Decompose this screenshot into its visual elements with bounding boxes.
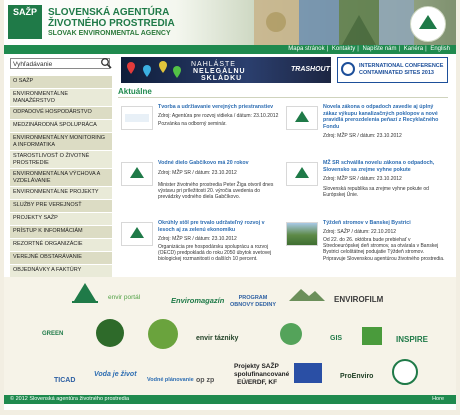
emblem-icon <box>410 6 446 42</box>
topnav-sitemap[interactable]: Mapa stránok <box>288 46 325 52</box>
news-thumbnail[interactable] <box>121 106 153 130</box>
conference-banner[interactable] <box>337 57 448 83</box>
sidebar-nav <box>10 76 112 278</box>
logo-green[interactable]: GREEN <box>42 331 64 337</box>
news-body: Od 22. do 26. októbra bude prebiehať v Stredoeurópskej deň stromov, sa otvárala v Banskej Bystrici celoštátnej podujatie Týždeň stromov. Pripravuje Slovenskou agentúrou životného prostredia. <box>323 237 445 262</box>
conference-logo-icon <box>341 62 355 76</box>
footer-copyright: © 2012 Slovenská agentúra životného prostredia <box>10 396 130 402</box>
sidebar-item-about[interactable]: O SAŽP <box>10 76 112 89</box>
news-body: Organizácia pre hospodársku spoluprácu a rozvoj (OECD) predpokladá do roku 2050 úbytok svetovej biologickej rozmanitosti o dalších 10 percent. <box>158 244 272 263</box>
agency-line2: ŽIVOTNÉHO PROSTREDIA <box>48 18 175 29</box>
banner2-line2: CONTAMINATED SITES 2013 <box>359 70 434 76</box>
logo-text: SAŽP <box>12 7 37 17</box>
logo-gis[interactable]: GIS <box>330 335 343 342</box>
news-title[interactable]: Tvorba a udržiavanie verejných priestranstiev <box>158 104 274 110</box>
sidebar-item-waste[interactable]: ODPADOVÉ HOSPODÁRSTVO <box>10 107 112 120</box>
logo-opzp[interactable]: op zp <box>196 377 215 384</box>
search-icon[interactable] <box>100 57 112 69</box>
news-title[interactable]: Novela zákona o odpadoch zavedie aj úplný zákaz výkupu kanalizačných poklopov a nové pravidlá prerozdelenia peňazí z Recyklačného Fondu <box>323 104 439 130</box>
news-heading: Aktuálne <box>118 87 152 96</box>
news-thumbnail[interactable] <box>121 162 153 186</box>
news-thumbnail[interactable] <box>286 106 318 130</box>
news-meta: Zdroj: MŽP SR / dátum: 23.10.2012 <box>323 176 402 182</box>
news-body: Minister životného prostredia Peter Žiga otvoril dnes výstavu pri príležitosti 20. výročia uvedenia do prevádzky vodného diela Gabčíkovo. <box>158 182 274 201</box>
news-meta: Zdroj: MŽP SR / dátum: 23.10.2012 <box>323 133 402 139</box>
logo-voda[interactable]: Voda je život <box>94 371 137 378</box>
illegal-dump-banner[interactable] <box>121 57 331 83</box>
logo-proenviro[interactable]: ProEnviro <box>340 373 374 380</box>
news-body: Pozvánka na odborný seminár. <box>158 121 227 127</box>
sidebar-item-orders[interactable]: OBJEDNÁVKY A FAKTÚRY <box>10 265 112 278</box>
logo-projekty-2: spolufinancované <box>234 371 290 378</box>
sazp-logo[interactable] <box>8 5 42 39</box>
sidebar-item-procurement[interactable]: VEREJNÉ OBSTARÁVANIE <box>10 252 112 265</box>
news-divider <box>118 97 448 98</box>
sidebar-item-env-management[interactable]: ENVIRONMENTÁLNE MANAŽÉRSTVO <box>10 89 112 107</box>
sidebar-item-sazp-projects[interactable]: PROJEKTY SAŽP <box>10 213 112 226</box>
logo-envirotazniky[interactable]: envir tázniky <box>196 335 239 342</box>
topnav-contacts[interactable]: Kontakty <box>331 46 356 52</box>
footer <box>4 395 456 404</box>
news-title[interactable]: Okrúhly stôl pre trvalo udržateľný rozvoj v lesoch aj za zelenú ekonomiku <box>158 220 265 233</box>
news-title[interactable]: MŽ SR schválila novelu zákona o odpadoch, Slovensko sa zrejme vyhne pokute <box>323 160 435 173</box>
logo-inspire[interactable]: INSPIRE <box>396 335 429 344</box>
logo-envirofilm[interactable]: ENVIROFILM <box>334 295 384 304</box>
topnav-english[interactable]: English <box>430 46 450 52</box>
sidebar-item-education[interactable]: ENVIRONMENTÁLNA VÝCHOVA A VZDELÁVANIE <box>10 169 112 187</box>
news-title[interactable]: Týždeň stromov v Banskej Bystrici <box>323 220 411 226</box>
sidebar-item-international[interactable]: MEDZINÁRODNÁ SPOLUPRÁCA <box>10 120 112 133</box>
mountain-logo-icon[interactable] <box>287 285 327 303</box>
news-title[interactable]: Vodné dielo Gabčíkovo má 20 rokov <box>158 160 249 166</box>
sazp-tree-logo-icon[interactable] <box>70 281 100 305</box>
logo-ticad[interactable]: TICAD <box>54 377 76 384</box>
news-thumbnail[interactable] <box>121 222 153 246</box>
header <box>4 0 456 45</box>
badge-logo-3-icon[interactable] <box>280 323 302 345</box>
logo-vodne[interactable]: Vodné plánovanie <box>147 377 194 383</box>
footer-back-to-top[interactable]: Hore <box>432 396 444 402</box>
logo-projekty-1[interactable]: Projekty SAŽP <box>234 363 279 370</box>
sidebar-item-public-services[interactable]: SLUŽBY PRE VEREJNOSŤ <box>10 200 112 213</box>
sidebar-item-info-access[interactable]: PRÍSTUP K INFORMÁCIÁM <box>10 226 112 239</box>
green-square-logo-icon[interactable] <box>362 327 382 345</box>
header-photo <box>254 0 414 45</box>
agency-name <box>48 7 175 38</box>
page <box>4 0 456 410</box>
logo-enviromagazin[interactable]: Enviromagazín <box>171 296 225 305</box>
topnav-write-us[interactable]: Napíšte nám <box>362 46 397 52</box>
partner-logos <box>4 277 456 395</box>
topnav-career[interactable]: Kariéra <box>403 46 424 52</box>
logo-projekty-3: EÚ/ERDF, KF <box>237 379 278 386</box>
banner1-line2: NELEGÁLNU <box>193 68 246 75</box>
banner2-line1: INTERNATIONAL CONFERENCE <box>359 63 444 69</box>
news-meta: Zdroj: Agentúra pre rozvoj vidieka / dátum: 23.10.2012 <box>158 113 279 119</box>
logo-envirportal[interactable]: envir portál <box>108 294 141 301</box>
news-meta: Zdroj: MŽP SR / dátum: 23.10.2012 <box>158 236 237 242</box>
sidebar-item-organizations[interactable]: REZORTNÉ ORGANIZÁCIE <box>10 239 112 252</box>
agency-line3: SLOVAK ENVIRONMENTAL AGENCY <box>48 30 171 37</box>
agency-line1: SLOVENSKÁ AGENTÚRA <box>48 7 170 18</box>
banner1-brand: TRASHOUT <box>291 66 330 73</box>
news-thumbnail[interactable] <box>286 162 318 186</box>
map-pins-icon <box>125 59 185 81</box>
top-nav: Mapa stránok | Kontakty | Napíšte nám | Kariéra | English <box>4 45 456 54</box>
news-meta: Zdroj: MŽP SR / dátum: 23.10.2012 <box>158 170 237 176</box>
badge-logo-2-icon[interactable] <box>148 319 178 349</box>
news-thumbnail[interactable] <box>286 222 318 246</box>
news-body: Slovenská republika sa zrejme vyhne pokute od Európskej Únie. <box>323 186 429 199</box>
logo-program[interactable]: PROGRAM OBNOVY DEDINY <box>229 295 277 308</box>
sidebar-item-env-projects[interactable]: ENVIRONMENTÁLNE PROJEKTY <box>10 187 112 200</box>
sidebar-item-monitoring[interactable]: ENVIRONMENTÁLNY MONITORING A INFORMATIKA <box>10 133 112 151</box>
news-meta: Zdroj: SAŽP / dátum: 22.10.2012 <box>323 229 397 235</box>
sidebar-item-env-care[interactable]: STAROSTLIVOSŤ O ŽIVOTNÉ PROSTREDIE <box>10 151 112 169</box>
eu-flag-icon[interactable] <box>294 363 322 383</box>
badge-logo-4-icon[interactable] <box>392 359 418 385</box>
badge-logo-1-icon[interactable] <box>96 319 124 347</box>
banner1-line1: NAHLÁSTE <box>191 61 236 68</box>
search-input[interactable]: Vyhľadávanie <box>10 58 110 69</box>
banner1-line3: SKLÁDKU <box>201 75 243 82</box>
